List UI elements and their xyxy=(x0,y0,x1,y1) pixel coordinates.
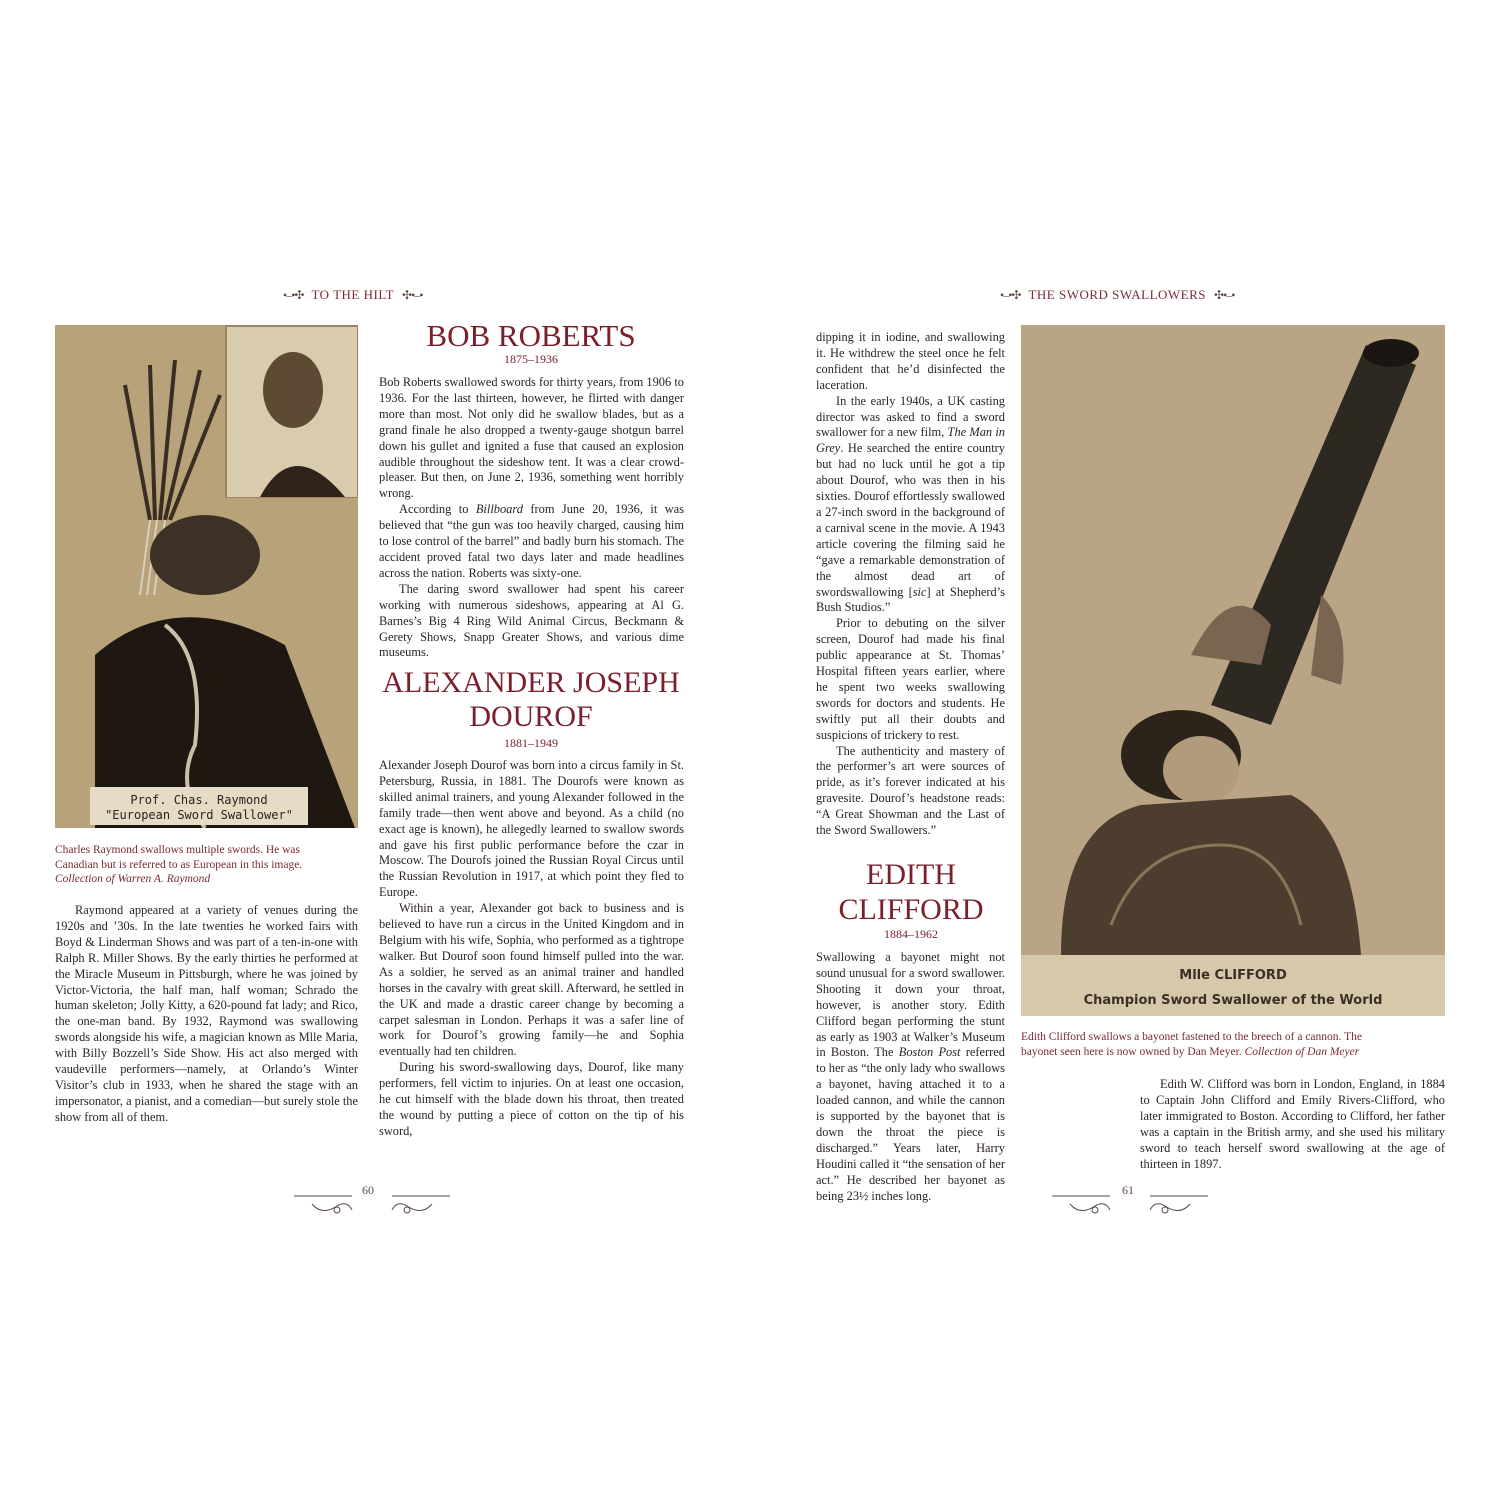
running-head-left xyxy=(283,287,422,303)
paragraph: Bob Roberts swallowed swords for thirty years, from 1906 to 1936. For the last thirteen, however, he flirted with danger more than most. Not only did he swallow blades, but as a grand finale he also dropped a twenty-gauge shotgun barrel down his gullet and ignited a fuse that caused an explosion audible throughout the sideshow tent. It was a clear crowd-pleaser. But then, on June 2, 1936, something went horribly wrong. xyxy=(379,375,684,501)
paragraph: Raymond appeared at a variety of venues during the 1920s and ’30s. In the late twenties he worked fairs with Boyd & Linderman Shows and was part of a ten-in-one with Ralph R. Miller Shows. By the early thirties he performed at the Miracle Museum in Pittsburgh, where he was joined by Victor-Victoria, the half man, half woman; Schrado the human skeleton; Jolly Kitty, a 620-pound fat lady; and Rico, the one-man band. By 1932, Raymond was swallowing swords alongside his wife, a magician known as Mlle Maria, with Billy Bozzell’s Side Show. His act also merged with vaudeville performers—namely, at Orlando’s Winter Visitor’s club in 1933, when he shared the stage with an impersonator, a pianist, and a comedian—but surely stole the show from all of them. xyxy=(55,903,358,1124)
section-heading-dourof xyxy=(372,666,690,734)
raymond-caption xyxy=(55,843,360,887)
nameplate-line: Champion Sword Swallower of the World xyxy=(1083,993,1383,1008)
section-heading-bob-roberts: BOB ROBERTS xyxy=(426,318,636,353)
clifford-photo xyxy=(1021,325,1445,1016)
text-run: According to xyxy=(399,502,476,517)
paragraph: dipping it in iodine, and swallowing it. He withdrew the steel once he felt confident that he’d disinfected the laceration. xyxy=(816,330,1005,392)
sic-marker: sic xyxy=(912,584,927,599)
paragraph: During his sword-swallowing days, Dourof, like many performers, fell victim to injuries. On at least one occasion, he cut himself with the blade down his throat, then treated the wound by putting a piece of cotton on the tip of his sword, xyxy=(379,1060,684,1138)
heading-line: ALEXANDER JOSEPH xyxy=(382,666,680,699)
bob-roberts-text xyxy=(379,375,684,661)
section-dates: 1881–1949 xyxy=(504,736,558,750)
heading-line: DOUROF xyxy=(469,700,593,733)
raymond-photo xyxy=(55,325,358,828)
paragraph: Prior to debuting on the silver screen, Dourof had made his final public appearance at St. Thomas’ Hospital fifteen years earlier, where he spent two weeks swallowing swords for doctors and students. He swiftly put all their doubts and suspicions of trickery to rest. xyxy=(816,616,1005,742)
photo-credit: Collection of Warren A. Raymond xyxy=(55,873,211,885)
paragraph xyxy=(816,950,1005,1205)
raymond-nameplate xyxy=(90,793,308,823)
paragraph: The authenticity and mastery of the performer’s art were sources of pride, as it’s forever indicated at his gravesite. Dourof’s headstone reads: “A Great Showman and the Last of the Sword Swallowers.” xyxy=(816,743,1005,838)
dourof-continued-text xyxy=(816,330,1005,839)
caption-line: Canadian but is referred to as European in this image. xyxy=(55,858,303,871)
nameplate-line: Prof. Chas. Raymond xyxy=(130,793,268,807)
dourof-text xyxy=(379,758,684,1140)
text-run: In the early 1940s, a UK casting director was asked to find a sword swallower for a new film, xyxy=(816,393,1005,440)
caption-line: Edith Clifford swallows a bayonet fastened to the breech of a cannon. The xyxy=(1021,1031,1362,1043)
running-head-title: TO THE HILT xyxy=(311,287,395,302)
paragraph xyxy=(379,502,684,582)
text-run: Swallowing a bayonet might not sound unusual for a sword swallower. Shooting it down your throat, however, is another story. Edith Clifford began performing the stunt as early as 1903 at Walker’s Museum in Boston. The xyxy=(816,950,1005,1060)
fleuron-ornament-icon: ✣•–• xyxy=(1214,287,1235,302)
clifford-nameplate xyxy=(1021,963,1445,1013)
paragraph: Edith W. Clifford was born in London, England, in 1884 to Captain John Clifford and Emily Rivers-Clifford, who later immigrated to Boston. According to Clifford, her father was a captain in the British army, and she used his military sword to teach herself sword swallowing at the age of thirteen in 1897. xyxy=(1140,1077,1445,1171)
heading-line: EDITH xyxy=(866,858,956,891)
section-dates: 1884–1962 xyxy=(884,927,938,941)
heading-line: CLIFFORD xyxy=(838,893,984,926)
clifford-text-intro xyxy=(816,950,1005,1205)
fleuron-ornament-icon: ✣•–• xyxy=(402,287,423,302)
text-run: . He searched the entire country but had no luck until he got a tip about Dourof, who was then in his sixties. Dourof effortlessly swallowed a 27-inch sword in the background of a carnival scene in the movie. A 1943 article covering the filming said he “gave a remarkable demonstration of the almost dead art of swordswallowing [ xyxy=(816,441,1005,599)
publication-title: Boston Post xyxy=(898,1045,961,1060)
caption-line: Charles Raymond swallows multiple swords. He was xyxy=(55,844,300,856)
text-run: from June 20, 1936, it was believed that “the gun was too heavily charged, causing him to lose control of the barrel” and badly burn his stomach. The accident proved fatal two days later and made headlines across the nation. Roberts was sixty-one. xyxy=(379,502,684,580)
text-run: ] at Shepherd’s Bush Studios.” xyxy=(816,584,1005,615)
text-run: referred to her as “the only lady who swallows a bayonet, having attached it to a loaded cannon, and while the cannon is supported by the bayonet that is down the throat the piece is discharged.” Years later, Harry Houdini called it “the sensation of her act.” He described her bayonet as being 23½ inches long. xyxy=(816,1045,1006,1203)
clifford-photo-illustration xyxy=(1021,325,1445,1016)
nameplate-line: Mlle CLIFFORD xyxy=(1179,968,1287,983)
fleuron-ornament-icon: •–•✣ xyxy=(283,287,304,302)
caption-line: bayonet seen here is now owned by Dan Meyer. xyxy=(1021,1045,1245,1058)
running-head-right xyxy=(1000,287,1234,303)
page-number: 60 xyxy=(362,1183,374,1197)
raymond-photo-illustration xyxy=(55,325,358,828)
film-title: The Man in Grey xyxy=(816,425,1005,456)
paragraph xyxy=(816,394,1005,617)
section-dates: 1875–1936 xyxy=(504,352,558,366)
publication-title: Billboard xyxy=(475,502,523,517)
raymond-text xyxy=(55,903,358,1126)
nameplate-line: "European Sword Swallower" xyxy=(105,808,293,822)
running-head-title: THE SWORD SWALLOWERS xyxy=(1028,287,1207,302)
fleuron-ornament-icon: •–•✣ xyxy=(1000,287,1021,302)
paragraph: The daring sword swallower had spent his career working with numerous sideshows, appearing at Al G. Barnes’s Big 4 Ring Wild Animal Circus, Beckmann & Gerety Shows, Snapp Greater Shows, and various dime museums. xyxy=(379,581,684,660)
clifford-text-bio xyxy=(1140,1077,1445,1172)
paragraph: Alexander Joseph Dourof was born into a circus family in St. Petersburg, Russia, in 1881. The Dourofs were known as skilled animal trainers, and young Alexander followed in the family trade—then went above and beyond. As a child (no exact age is known), he allegedly learned to swallow swords and gave his first public performance before the czar in Moscow. The Dourofs joined the Russian Royal Circus until the Russian Revolution in 1917, at which point they fled to Europe. xyxy=(379,758,684,900)
paragraph: Within a year, Alexander got back to business and is believed to have run a circus in the United Kingdom and in Belgium with his wife, Sophia, who performed as a tightrope walker. But Dourof soon found himself pulled into the war. As a soldier, he served as an animal trainer and handled horses in the cavalry with great skill. Afterward, he settled in the UK and made a drastic career change by becoming a carpet salesman in London. Perhaps it was a safer line of work for Dourof’s growing family—he and Sophia eventually had ten children. xyxy=(379,901,684,1059)
clifford-caption xyxy=(1021,1030,1445,1059)
page-number: 61 xyxy=(1122,1183,1134,1197)
photo-credit: Collection of Dan Meyer xyxy=(1244,1045,1360,1058)
section-heading-clifford xyxy=(816,857,1006,927)
